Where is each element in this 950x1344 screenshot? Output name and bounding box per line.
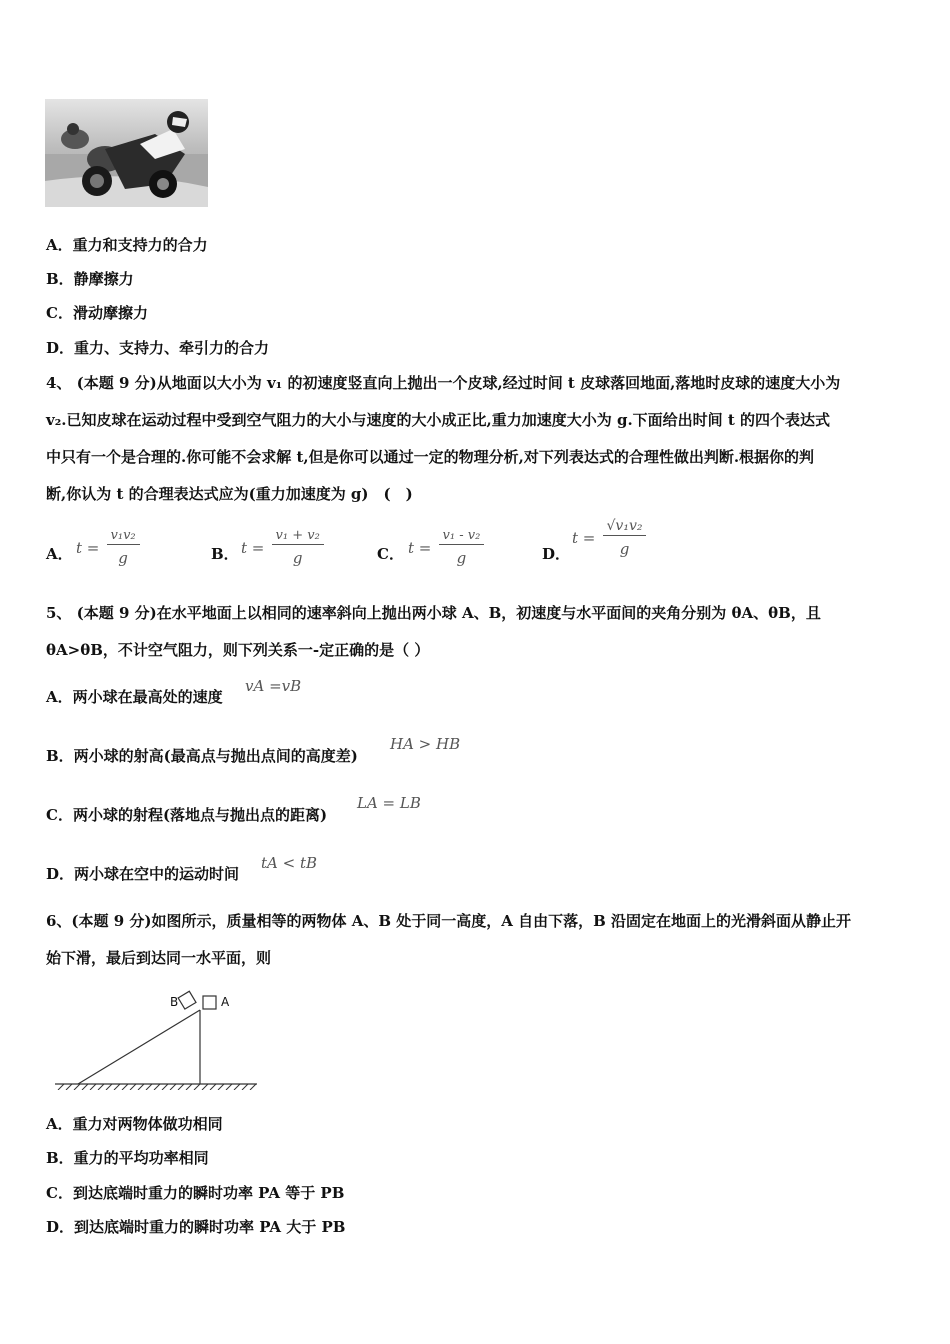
q6-option-d: D．到达底端时重力的瞬时功率 PA 大于 PB <box>46 1218 346 1236</box>
t-symbol: t = <box>241 538 265 557</box>
q3-option-d: D．重力、支持力、牵引力的合力 <box>46 339 270 357</box>
q4-formula-c <box>408 528 484 567</box>
q5-math-b: HA > HB <box>390 735 461 753</box>
q4-option-b-label: B． <box>211 545 239 563</box>
q4-formula-d-numerator: √v₁v₂ <box>603 518 647 536</box>
t-symbol: t = <box>408 538 432 557</box>
q4-stem-line-3: 中只有一个是合理的.你可能不会求解 t,但是你可以通过一定的物理分析,对下列表达式的合理性做出判断.根据你的判 <box>46 448 815 466</box>
t-symbol: t = <box>76 538 100 557</box>
q4-stem-line-2: v₂.已知皮球在运动过程中受到空气阻力的大小与速度的大小成正比,重力加速度大小为 g.下面给出时间 t 的四个表达式 <box>46 411 831 429</box>
incline-diagram <box>50 990 265 1090</box>
q4-formula-b <box>241 528 324 567</box>
q4-formula-a <box>76 528 140 567</box>
q5-option-c: C．两小球的射程(落地点与抛出点的距离) <box>46 806 328 824</box>
q5-stem-line-1: 5、 (本题 9 分)在水平地面上以相同的速率斜向上抛出两小球 A、B，初速度与水平面间的夹角分别为 θA、θB，且 <box>46 604 821 622</box>
q4-formula-d-denominator: g <box>619 540 630 558</box>
q4-stem-line-4: 断,你认为 t 的合理表达式应为(重力加速度为 g) ( ) <box>46 485 413 503</box>
q5-option-d: D．两小球在空中的运动时间 <box>46 865 240 883</box>
q6-option-b: B．重力的平均功率相同 <box>46 1149 209 1167</box>
q4-option-c-label: C． <box>377 545 404 563</box>
label-a: A <box>221 995 230 1009</box>
q4-formula-c-numerator: v₁ - v₂ <box>439 528 485 545</box>
q5-option-b: B．两小球的射高(最高点与抛出点间的高度差) <box>46 747 358 765</box>
q5-math-a: vA =vB <box>245 677 302 695</box>
q4-formula-b-denominator: g <box>292 549 303 567</box>
q3-option-b: B．静摩擦力 <box>46 270 134 288</box>
q3-option-a: A．重力和支持力的合力 <box>46 236 208 254</box>
q4-formula-b-numerator: v₁ + v₂ <box>272 528 324 545</box>
motorcycle-photo <box>45 99 208 207</box>
q4-formula-d <box>572 518 646 558</box>
q4-formula-c-denominator: g <box>456 549 467 567</box>
q4-option-d-label: D． <box>542 545 571 563</box>
q6-option-c: C．到达底端时重力的瞬时功率 PA 等于 PB <box>46 1184 345 1202</box>
q4-stem-line-1: 4、 (本题 9 分)从地面以大小为 v₁ 的初速度竖直向上抛出一个皮球,经过时间 t 皮球落回地面,落地时皮球的速度大小为 <box>46 374 841 392</box>
q5-math-d: tA < tB <box>261 854 318 872</box>
q4-formula-a-numerator: v₁v₂ <box>107 528 140 545</box>
q4-formula-a-denominator: g <box>118 549 128 567</box>
q6-option-a: A．重力对两物体做功相同 <box>46 1115 223 1133</box>
q5-stem-line-2: θA>θB，不计空气阻力，则下列关系一-定正确的是（ ） <box>46 641 430 659</box>
t-symbol: t = <box>572 529 596 547</box>
q5-option-a: A．两小球在最高处的速度 <box>46 688 223 706</box>
q3-option-c: C．滑动摩擦力 <box>46 304 148 322</box>
q4-option-a-label: A． <box>46 545 73 563</box>
q6-stem-line-1: 6、(本题 9 分)如图所示，质量相等的两物体 A、B 处于同一高度，A 自由下落，B 沿固定在地面上的光滑斜面从静止开 <box>46 912 852 930</box>
label-b: B <box>170 995 179 1009</box>
q6-stem-line-2: 始下滑，最后到达同一水平面，则 <box>46 949 272 967</box>
q5-math-c: LA = LB <box>357 794 421 812</box>
